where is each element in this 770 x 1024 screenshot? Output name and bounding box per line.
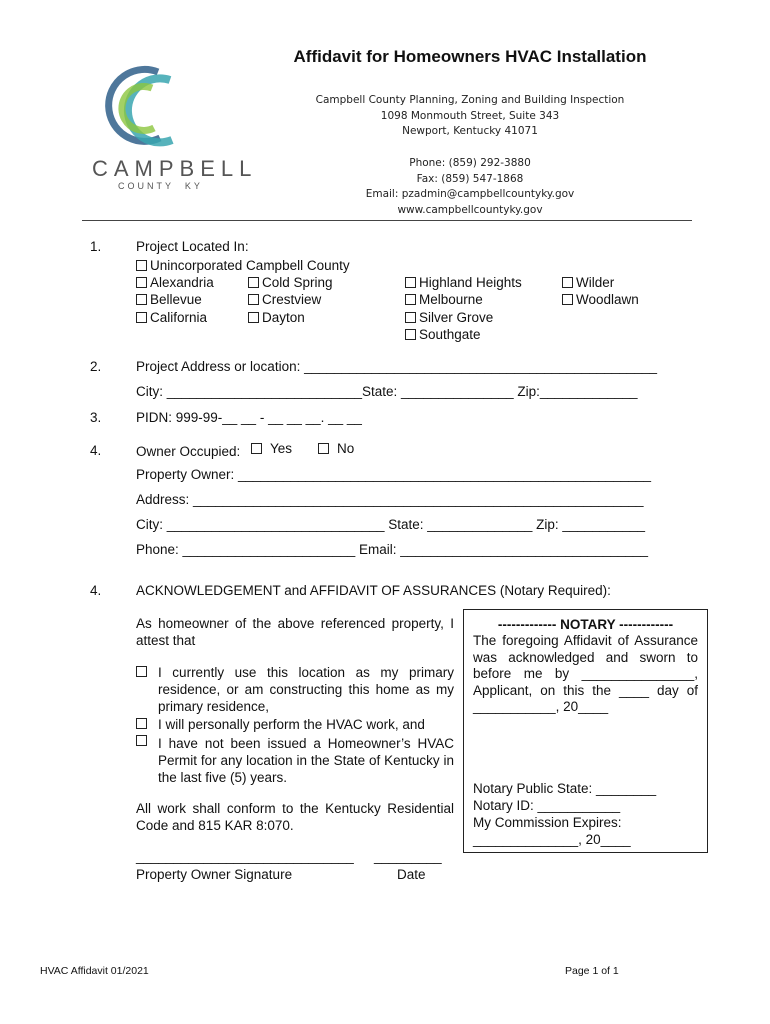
checkbox-unincorporated[interactable] — [136, 257, 350, 274]
checkbox-label: Melbourne — [419, 292, 483, 307]
checkbox-melbourne[interactable] — [405, 291, 483, 308]
notary-commission-field[interactable]: ______________, 20____ — [473, 832, 631, 847]
owner-address-field[interactable]: Address: ____________________________________________________________ — [136, 492, 644, 507]
section-1-label: Project Located In: — [136, 239, 249, 254]
attest-item-1[interactable] — [136, 664, 454, 715]
attest-item-2[interactable] — [136, 716, 454, 733]
checkbox-icon[interactable] — [136, 277, 147, 288]
owner-occupied-label: Owner Occupied: — [136, 444, 241, 459]
notary-state-field[interactable]: Notary Public State: ________ — [473, 781, 657, 796]
notary-title: ------------- NOTARY ------------ — [497, 617, 674, 632]
checkbox-icon[interactable] — [136, 260, 147, 271]
checkbox-dayton[interactable] — [248, 309, 305, 326]
email-link[interactable]: Email: pzadmin@campbellcountyky.gov — [365, 188, 575, 200]
checkbox-wilder[interactable] — [562, 274, 614, 291]
checkbox-label: California — [150, 310, 208, 325]
owner-occupied-no[interactable] — [318, 440, 354, 457]
footer-page-number: Page 1 of 1 — [565, 965, 619, 977]
checkbox-cold-spring[interactable] — [248, 274, 333, 291]
acknowledgement-heading: ACKNOWLEDGEMENT and AFFIDAVIT OF ASSURANCES (Notary Required): — [136, 583, 611, 598]
checkbox-icon[interactable] — [248, 277, 259, 288]
checkbox-label: Bellevue — [150, 292, 202, 307]
phone-text: Phone: (859) 292-3880 — [409, 157, 531, 169]
checkbox-icon[interactable] — [248, 294, 259, 305]
owner-phone-email-field[interactable]: Phone: _______________________ Email: _________________________________ — [136, 542, 648, 557]
org-contact — [250, 156, 690, 218]
notary-commission-label: My Commission Expires: — [473, 815, 622, 830]
pidn-field[interactable]: PIDN: 999-99-__ __ - __ __ __. __ __ — [136, 410, 362, 425]
checkbox-icon[interactable] — [562, 277, 573, 288]
checkbox-label: Unincorporated Campbell County — [150, 258, 350, 273]
county-logo-mark — [88, 62, 248, 154]
checkbox-icon[interactable] — [136, 735, 147, 746]
fax-text: Fax: (859) 547-1868 — [416, 172, 524, 185]
page-title: Affidavit for Homeowners HVAC Installation — [293, 47, 647, 66]
checkbox-crestview[interactable] — [248, 291, 321, 308]
checkbox-southgate[interactable] — [405, 326, 481, 343]
checkbox-highland-heights[interactable] — [405, 274, 522, 291]
org-line: Newport, Kentucky 41071 — [402, 125, 538, 137]
checkbox-silver-grove[interactable] — [405, 309, 493, 326]
signature-label: Property Owner Signature — [136, 867, 293, 882]
section-1-number: 1. — [90, 239, 102, 254]
checkbox-label: Woodlawn — [576, 292, 639, 307]
checkbox-label: Highland Heights — [419, 275, 522, 290]
checkbox-icon[interactable] — [405, 277, 416, 288]
section-3-number: 3. — [90, 410, 102, 425]
footer-form-id: HVAC Affidavit 01/2021 — [40, 965, 149, 977]
attest-item-text: I currently use this location as my primary residence, or am constructing this home as my primary residence, — [158, 665, 454, 714]
org-line: 1098 Monmouth Street, Suite 343 — [380, 109, 560, 122]
property-owner-field[interactable]: Property Owner: _______________________________________________________ — [136, 467, 651, 482]
checkbox-label: Wilder — [576, 275, 615, 290]
org-line: Campbell County Planning, Zoning and Building Inspection — [315, 94, 625, 106]
checkbox-california[interactable] — [136, 309, 207, 326]
checkbox-label: Cold Spring — [262, 275, 333, 290]
checkbox-label: Alexandria — [150, 275, 214, 290]
project-address-field[interactable]: Project Address or location: _______________________________________________ — [136, 359, 657, 374]
yes-label: Yes — [270, 441, 293, 456]
org-address — [250, 93, 690, 140]
attest-intro: As homeowner of the above referenced property, I attest that — [136, 616, 454, 648]
code-conformance-text: All work shall conform to the Kentucky Residential Code and 815 KAR 8:070. — [136, 801, 454, 833]
checkbox-icon[interactable] — [405, 329, 416, 340]
checkbox-alexandria[interactable] — [136, 274, 214, 291]
notary-id-field[interactable]: Notary ID: ___________ — [473, 798, 621, 813]
logo-subtext: COUNTY KY — [118, 181, 203, 191]
logo-wordmark: CAMPBELL — [92, 156, 258, 181]
section-4-number: 4. — [90, 443, 102, 458]
checkbox-icon[interactable] — [405, 294, 416, 305]
notary-box — [463, 609, 708, 853]
checkbox-icon[interactable] — [251, 443, 262, 454]
checkbox-bellevue[interactable] — [136, 291, 202, 308]
county-logo — [88, 62, 258, 192]
checkbox-icon[interactable] — [318, 443, 329, 454]
owner-city-state-zip-field[interactable]: City: _____________________________ State: ______________ Zip: ___________ — [136, 517, 645, 532]
checkbox-woodlawn[interactable] — [562, 291, 639, 308]
checkbox-label: Dayton — [262, 310, 305, 325]
section-5-number: 4. — [90, 583, 102, 598]
checkbox-icon[interactable] — [405, 312, 416, 323]
website-link[interactable]: www.campbellcountyky.gov — [397, 203, 543, 216]
notary-statement: The foregoing Affidavit of Assurance was acknowledged and sworn to before me by _______________, Applicant, on this the ____ day of ___________, 20____ — [473, 633, 698, 714]
checkbox-icon[interactable] — [136, 666, 147, 677]
no-label: No — [337, 441, 355, 456]
signature-line[interactable]: _____________________________ — [136, 849, 354, 864]
date-line[interactable]: _________ — [374, 849, 442, 864]
attest-item-text: I will personally perform the HVAC work, and — [158, 717, 425, 732]
checkbox-label: Southgate — [419, 327, 481, 342]
date-label: Date — [397, 867, 426, 882]
checkbox-icon[interactable] — [136, 718, 147, 729]
checkbox-label: Crestview — [262, 292, 322, 307]
project-city-state-zip-field[interactable]: City: __________________________State: _______________ Zip:_____________ — [136, 384, 638, 399]
section-2-number: 2. — [90, 359, 102, 374]
checkbox-label: Silver Grove — [419, 310, 494, 325]
attest-item-text: I have not been issued a Homeowner’s HVAC Permit for any location in the State of Kentucky in the last five (5) years. — [158, 736, 454, 785]
checkbox-icon[interactable] — [248, 312, 259, 323]
owner-occupied-yes[interactable] — [251, 440, 292, 457]
attest-item-3[interactable] — [136, 735, 454, 786]
checkbox-icon[interactable] — [136, 312, 147, 323]
checkbox-icon[interactable] — [562, 294, 573, 305]
header-divider — [82, 220, 692, 221]
checkbox-icon[interactable] — [136, 294, 147, 305]
